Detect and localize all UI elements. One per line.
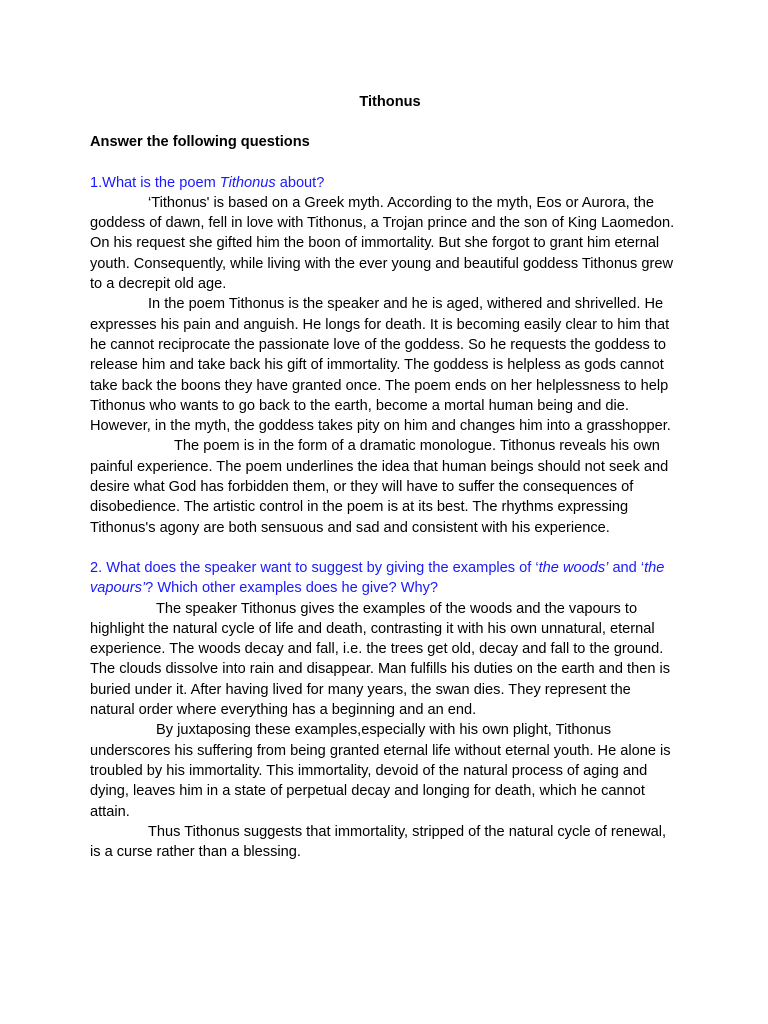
answer-1-paragraph-2: In the poem Tithonus is the speaker and he is aged, withered and shrivelled. He expresses his pain and anguish. He longs for death. It is becoming easily clear to him that he cannot reciprocate the passionate love of the goddess. So he requests the goddess to release him and take back his gift of immortality. The goddess is helpless as gods cannot take back the boons they have granted once. The poem ends on her helplessness to help Tithonus who wants to go back to the earth, become a mortal human being and die. However, in the myth, the goddess takes pity on him and changes him into a grasshopper. xyxy=(90,296,671,435)
answer-1-paragraph-1: ‘Tithonus' is based on a Greek myth. According to the myth, Eos or Aurora, the goddess of dawn, fell in love with Tithonus, a Trojan prince and the son of King Laomedon. On his request she gifted him the boon of immortality. But she forgot to grant him eternal youth. Consequently, while living with the ever young and beautiful goddess Tithonus grew to a decrepit old age. xyxy=(90,194,675,293)
answer-2-paragraph-1: The speaker Tithonus gives the examples of the woods and the vapours to highlight the natural cycle of life and death, contrasting it with his own unnatural, eternal experience. The woods decay and fall, i.e. the trees get old, decay and fall to the ground. The clouds dissolve into rain and disappear. Man fulfills his duties on the earth and then is buried under it. After having lived for many years, the swan dies. They represent the natural order where everything has a beginning and an end. xyxy=(90,600,671,719)
answer-1-paragraph-3: The poem is in the form of a dramatic monologue. Tithonus reveals his own painful experience. The poem underlines the idea that human beings should not seek and desire what God has forbidden them, or they will have to suffer the consequences of disobedience. The artistic control in the poem is at its best. The rhythms expressing Tithonus's agony are both sensuous and sad and consistent with his experience. xyxy=(90,438,669,536)
question-2 xyxy=(90,558,678,599)
document-page xyxy=(90,92,678,862)
question-2-part-3: ? Which other examples does he give? Why? xyxy=(145,580,439,597)
instructions-heading: Answer the following questions xyxy=(90,134,310,151)
question-2-italic-1: the woods’ xyxy=(538,559,609,576)
question-2-part-2: and ‘ xyxy=(608,559,645,576)
section-spacer xyxy=(90,538,678,558)
question-2-part-1: 2. What does the speaker want to suggest by giving the examples of ‘ xyxy=(90,559,539,576)
question-2-italic-2: the vapours’ xyxy=(90,559,665,597)
question-1-prefix: 1.What is the poem xyxy=(90,174,220,191)
question-1-suffix: about? xyxy=(275,174,325,191)
answer-2-paragraph-3: Thus Tithonus suggests that immortality, stripped of the natural cycle of renewal, is a curse rather than a blessing. xyxy=(90,823,667,861)
question-1-title-italic: Tithonus xyxy=(219,174,276,191)
answer-2-paragraph-2: By juxtaposing these examples,especially with his own plight, Tithonus underscores his suffering from being granted eternal life without eternal youth. He alone is troubled by his immortality. This immortality, devoid of the natural process of aging and dying, leaves him in a state of perpetual decay and longing for death, which he cannot attain. xyxy=(90,722,671,820)
document-title: Tithonus xyxy=(359,94,421,110)
question-1 xyxy=(90,173,678,193)
